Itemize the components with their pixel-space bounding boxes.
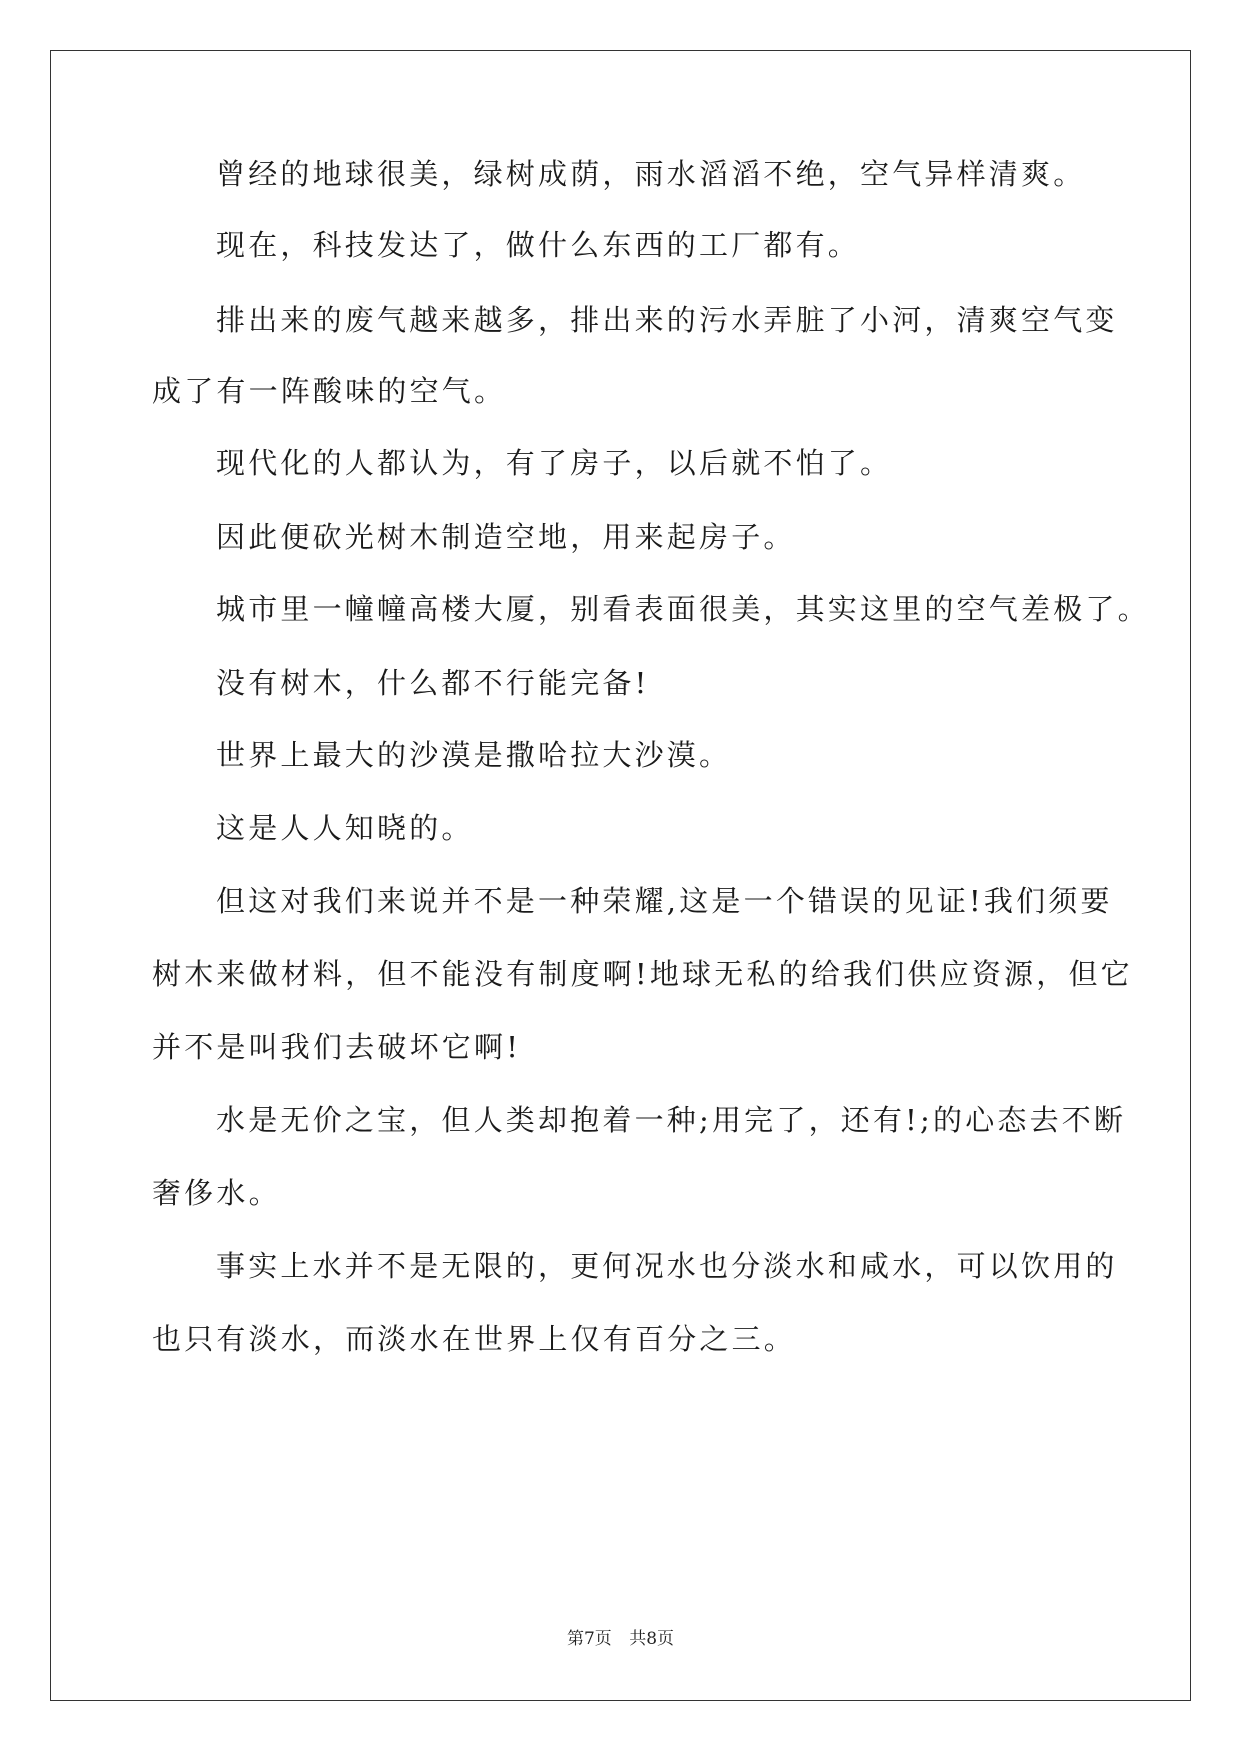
text-line: 曾经的地球很美，绿树成荫，雨水滔滔不绝，空气异样清爽。 xyxy=(216,157,1086,191)
text-line: 并不是叫我们去破坏它啊! xyxy=(152,1030,522,1064)
page-number: 第7页 xyxy=(566,1629,612,1649)
text-line: 这是人人知晓的。 xyxy=(216,811,474,845)
page-footer xyxy=(0,1624,1241,1649)
text-line: 也只有淡水，而淡水在世界上仅有百分之三。 xyxy=(152,1322,797,1356)
page-border xyxy=(50,50,1191,1701)
text-line: 但这对我们来说并不是一种荣耀,这是一个错误的见证!我们须要 xyxy=(216,884,1113,918)
page-total: 共8页 xyxy=(629,1629,675,1649)
text-line: 排出来的废气越来越多，排出来的污水弄脏了小河，清爽空气变 xyxy=(216,303,1118,337)
text-line: 没有树木，什么都不行能完备! xyxy=(216,666,650,700)
text-line: 现在，科技发达了，做什么东西的工厂都有。 xyxy=(216,228,861,262)
text-line: 世界上最大的沙漠是撒哈拉大沙漠。 xyxy=(216,738,732,772)
text-line: 成了有一阵酸味的空气。 xyxy=(152,374,507,408)
text-line: 奢侈水。 xyxy=(152,1176,281,1210)
text-line: 事实上水并不是无限的，更何况水也分淡水和咸水，可以饮用的 xyxy=(216,1249,1118,1283)
text-line: 城市里一幢幢高楼大厦，别看表面很美，其实这里的空气差极了。 xyxy=(216,592,1150,626)
text-line: 水是无价之宝，但人类却抱着一种;用完了，还有!;的心态去不断 xyxy=(216,1103,1127,1137)
text-line: 现代化的人都认为，有了房子，以后就不怕了。 xyxy=(216,446,893,480)
text-line: 因此便砍光树木制造空地，用来起房子。 xyxy=(216,520,796,554)
text-line: 树木来做材料，但不能没有制度啊!地球无私的给我们供应资源，但它 xyxy=(152,957,1133,991)
